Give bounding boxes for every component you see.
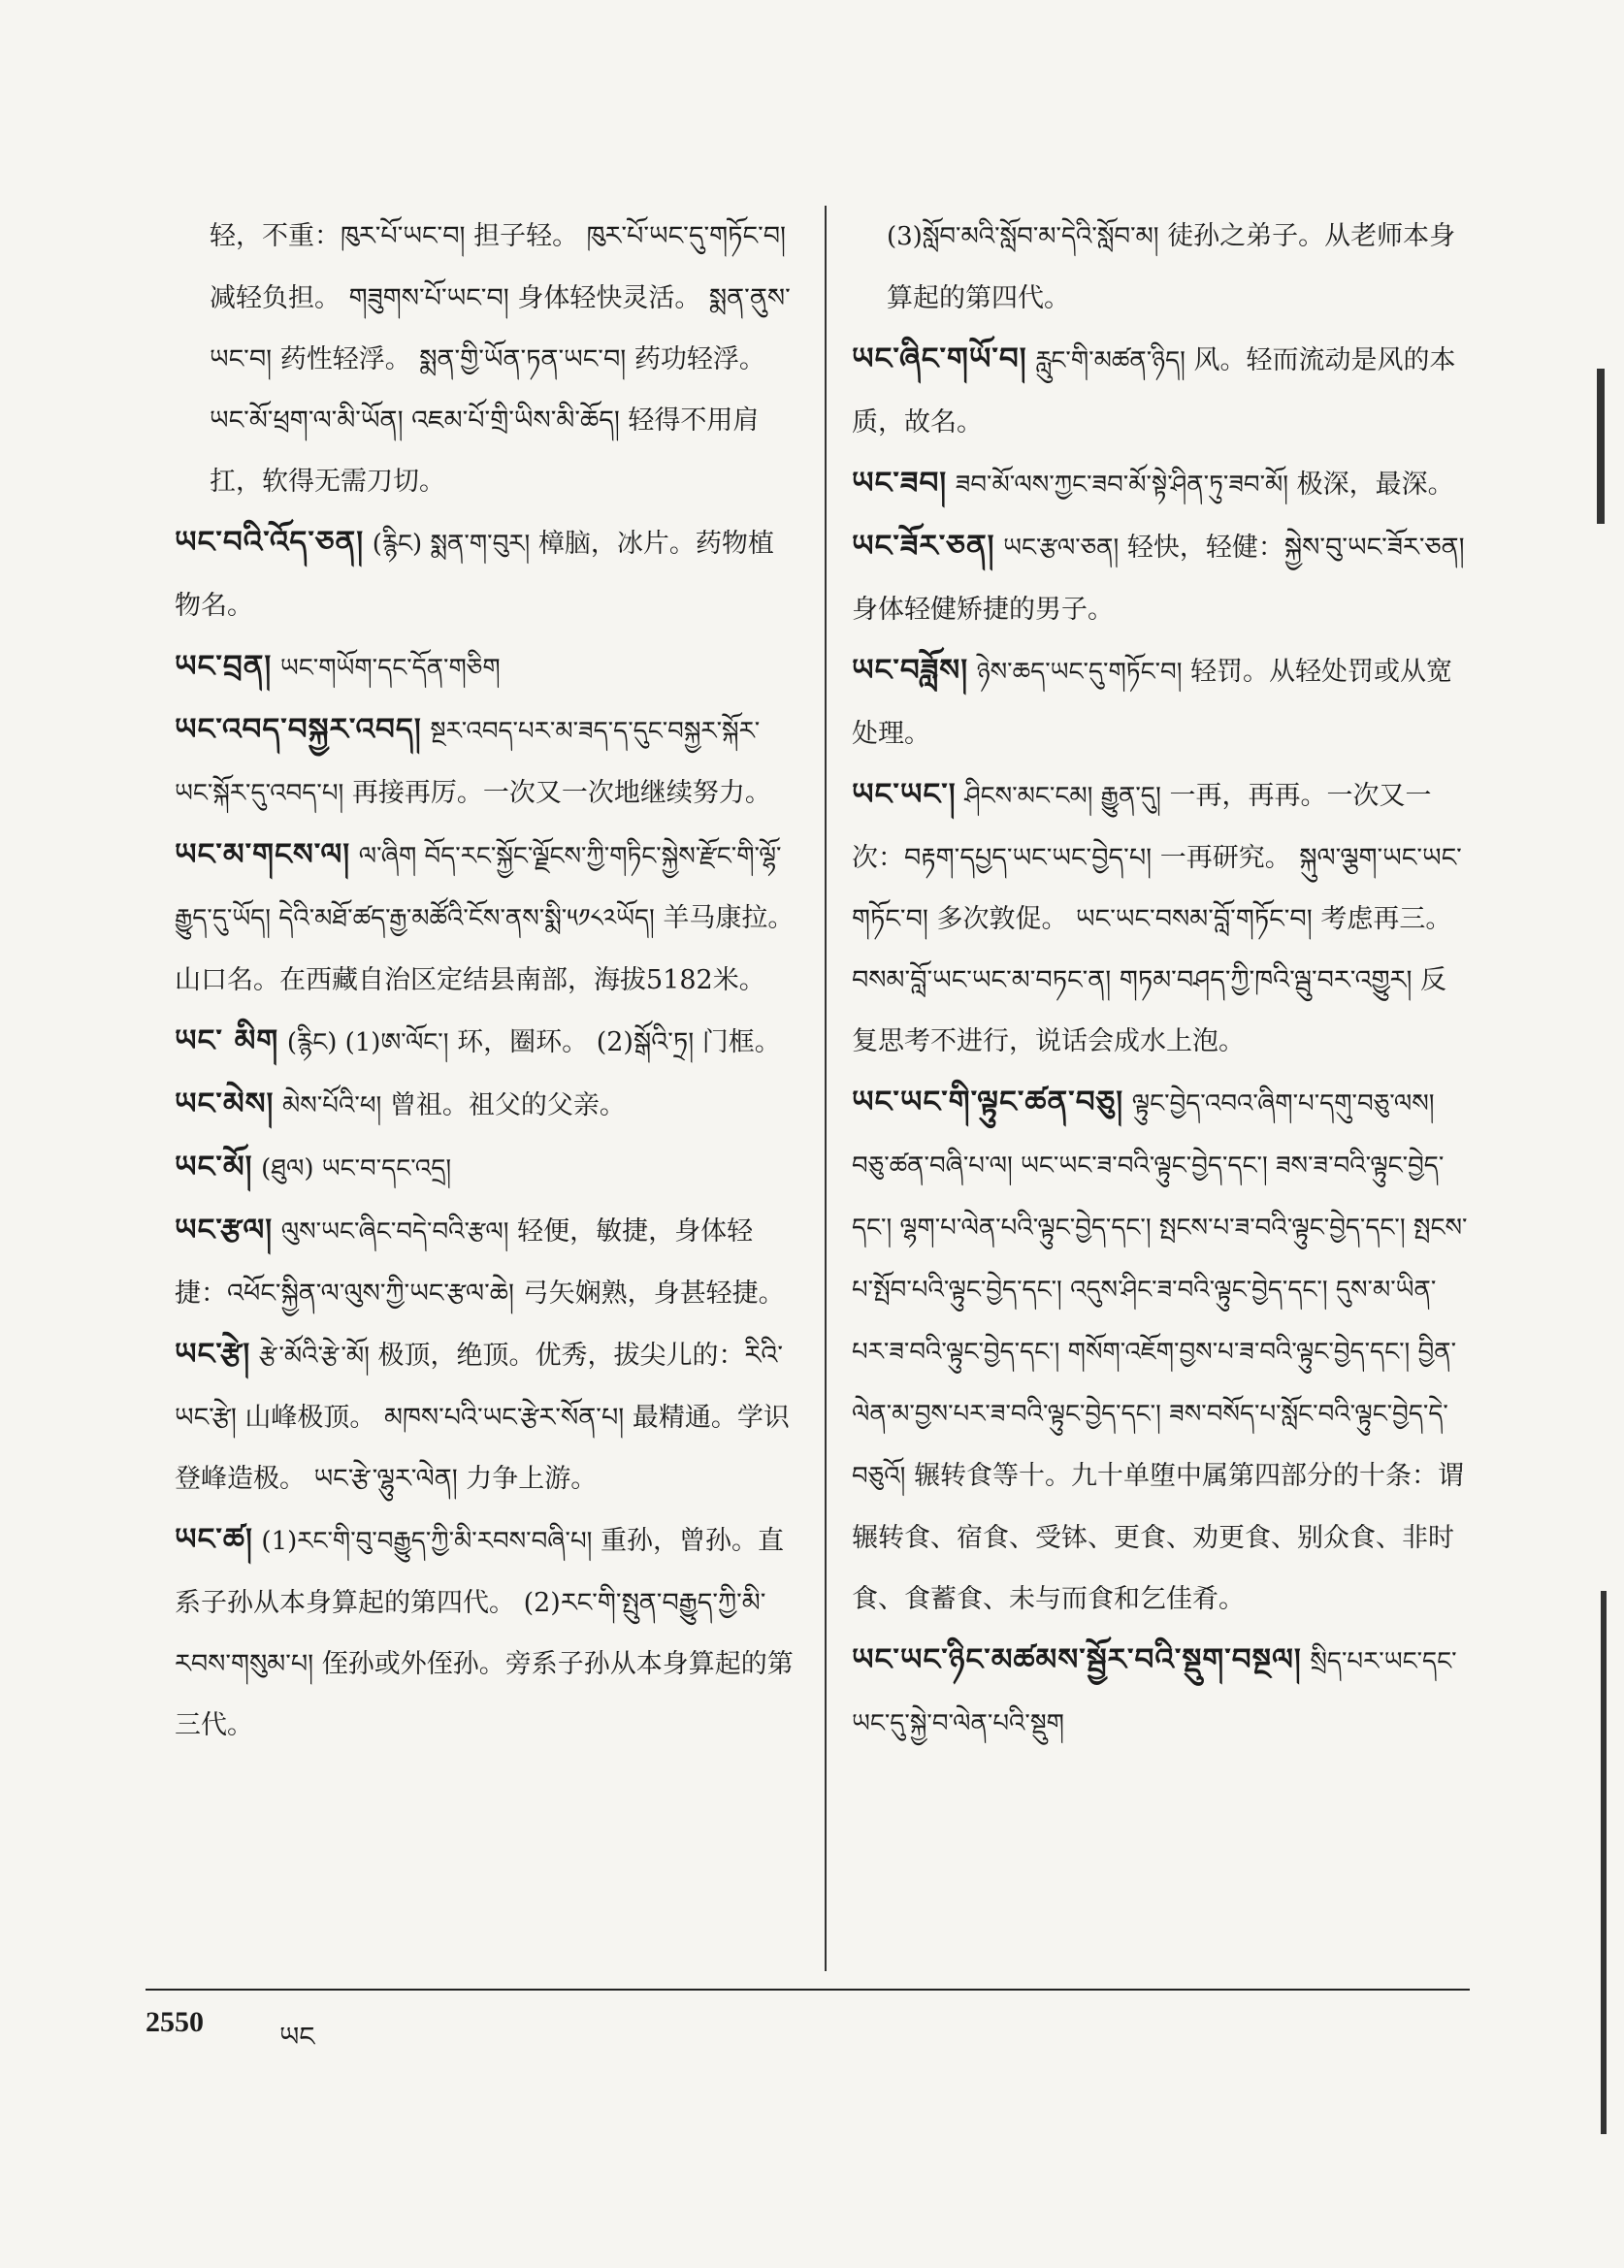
headword: ཡང་ཡང་ཉིང་མཚམས་སྦྱོར་བའི་སྡུག་བསྔལ། bbox=[852, 1642, 1302, 1677]
headword: ཡང་བའི་འོད་ཅན། bbox=[175, 525, 365, 560]
tibetan-definition: སྲིད་པར་ཡང་དང་ཡང་དུ་སྐྱེ་བ་ལེན་པའི་སྡུག bbox=[852, 1647, 1457, 1738]
dictionary-entry bbox=[175, 825, 796, 1011]
headword: ཡང་རྩལ། bbox=[175, 1213, 274, 1247]
headword: ཡང་བཟློས། bbox=[852, 653, 969, 688]
chinese-definition: 曾祖。祖父的父亲。 bbox=[389, 1090, 626, 1120]
tibetan-definition: མེས་པོའི་ཕ། bbox=[282, 1091, 382, 1120]
running-head: ཡང bbox=[279, 2021, 315, 2053]
tibetan-definition: རྩེ་མོའི་རྩེ་མོ། bbox=[258, 1342, 370, 1371]
dictionary-entry bbox=[175, 1011, 796, 1074]
chinese-definition: 极深，最深。 bbox=[1296, 470, 1454, 500]
chinese-definition: 风。轻而流动是风的本质，故名。 bbox=[852, 345, 1456, 437]
scan-edge-mark bbox=[1601, 1591, 1607, 2134]
chinese-definition: 徒孙之弟子。从老师本身算起的第四代。 bbox=[887, 221, 1456, 313]
tibetan-definition: (3)སློབ་མའི་སློབ་མ་དེའི་སློབ་མ། bbox=[887, 222, 1159, 251]
headword: ཡང་རྩེ། bbox=[175, 1337, 251, 1372]
tibetan-definition: (རྙིང) སྨན་ག་བུར། bbox=[372, 530, 531, 559]
headword: ཡང་ཟོར་ཅན། bbox=[852, 529, 995, 564]
headword: ཡང་ མིག bbox=[175, 1023, 279, 1058]
headword: ཡང་ཟབ། bbox=[852, 466, 948, 501]
chinese-definition: 重孙，曾孙。直系子孙从本身算起的第四代。 (2)རང་གི་སྤུན་བརྒྱུད་ཀྱི་མི་རབས་གསུམ་པ། 侄孙或外侄孙。旁系子孙从本身算起的第三代。 bbox=[175, 1526, 794, 1740]
dictionary-entry bbox=[175, 512, 796, 636]
left-column bbox=[175, 206, 796, 1756]
tibetan-definition: ཟབ་མོ་ལས་ཀྱང་ཟབ་མོ་སྟེ་ཤིན་ཏུ་ཟབ་མོ། bbox=[955, 470, 1289, 500]
scan-edge-mark bbox=[1597, 369, 1605, 524]
chinese-definition: 再接再厉。一次又一次地继续努力。 bbox=[351, 778, 771, 808]
dictionary-entry bbox=[175, 636, 796, 699]
dictionary-entry bbox=[852, 1072, 1473, 1630]
headword: ཡང་ཡང་། bbox=[852, 777, 957, 812]
dictionary-entry bbox=[175, 1074, 796, 1137]
chinese-definition: 一再，再再。一次又一次：བརྟག་དཔྱད་ཡང་ཡང་བྱེད་པ། 一再研究。 སྐུལ་ལྕག་ཡང་ཡང་གཏོང་བ། 多次敦促。 ཡང་ཡང་བསམ་བློ་གཏོང་བ། 考虑再三。 བསམ་བློ་ཡང་ཡང་མ་བཏང་ན། གཏམ་བཤད་ཀྱི་ཁའི་ལྦུ་བར་འགྱུར། 反复思考不进行，说话会成水上泡。 bbox=[852, 781, 1462, 1056]
dictionary-entry bbox=[852, 516, 1473, 640]
tibetan-definition: ལུས་ཡང་ཞིང་བདེ་བའི་རྩལ། bbox=[280, 1217, 509, 1247]
headword: ཡང་ཚ། bbox=[175, 1522, 253, 1557]
tibetan-definition: (1)རང་གི་བུ་བརྒྱུད་ཀྱི་མི་རབས་བཞི་པ། bbox=[261, 1527, 593, 1556]
dictionary-entry bbox=[175, 1324, 796, 1509]
headword: ཡང་ཞིང་གཡོ་བ། bbox=[852, 341, 1027, 376]
dictionary-entry bbox=[852, 764, 1473, 1072]
dictionary-entry bbox=[175, 206, 796, 512]
tibetan-definition: ཡང་རྩལ་ཅན། bbox=[1003, 534, 1120, 563]
dictionary-entry bbox=[852, 329, 1473, 453]
headword: ཡང་བྲན། bbox=[175, 649, 273, 684]
tibetan-definition: ཤིངས་མང་ངམ། རྒྱུན་དུ། bbox=[964, 782, 1161, 811]
chinese-definition: 轻快，轻健：སྐྱེས་བུ་ཡང་ཟོར་ཅན། 身体轻健矫捷的男子。 bbox=[852, 533, 1465, 625]
dictionary-entry bbox=[175, 699, 796, 825]
page-number: 2550 bbox=[146, 2006, 204, 2038]
right-column bbox=[852, 206, 1473, 1755]
dictionary-entry bbox=[175, 1137, 796, 1200]
tibetan-definition: རླུང་གི་མཚན་ཉིད། bbox=[1035, 346, 1186, 375]
dictionary-entry bbox=[852, 640, 1473, 764]
chinese-definition: 轻罚。从轻处罚或从宽处理。 bbox=[852, 657, 1453, 749]
chinese-definition: 樟脑，冰片。药物植物名。 bbox=[175, 529, 774, 621]
chinese-definition: 环，圈环。 (2)སྒོའི་ཏྲ། 门框。 bbox=[457, 1027, 781, 1057]
tibetan-definition: (ཐུལ) ཡང་བ་དང་འདྲ། bbox=[261, 1154, 452, 1183]
tibetan-definition: (རྙིང) (1)ཨ་ལོང་། bbox=[286, 1028, 449, 1057]
chinese-definition: 羊马康拉。山口名。在西藏自治区定结县南部，海拔5182米。 bbox=[175, 903, 795, 995]
chinese-definition: 辗转食等十。九十单堕中属第四部分的十条：谓辗转食、宿食、受钵、更食、劝更食、别众食、非时食、食蓄食、未与而食和乞佳肴。 bbox=[852, 1461, 1464, 1614]
chinese-definition: 轻便，敏捷，身体轻捷：འཕོང་སྐྱིན་ལ་ལུས་ཀྱི་ཡང་རྩལ་ཆེ། 弓矢娴熟，身甚轻捷。 bbox=[175, 1216, 785, 1309]
headword: ཡང་མ་གངས་ལ། bbox=[175, 837, 351, 872]
dictionary-entry bbox=[175, 1200, 796, 1324]
tibetan-definition: ཉེས་ཆད་ཡང་དུ་གཏོང་བ། bbox=[976, 658, 1183, 687]
tibetan-definition: ལ་ཞིག བོད་རང་སྐྱོང་ལྗོངས་ཀྱི་གཏིང་སྐྱེས་རྫོང་གི་ལྷོ་རྒྱུད་དུ་ཡོད། དེའི་མཐོ་ཚད་རྒྱ་མཚོའི་ངོས་ནས་སྨི་༥༡༨༢ཡོད། bbox=[175, 842, 782, 933]
headword: ཡང་ཡང་གི་ལྟུང་ཚན་བཅུ། bbox=[852, 1085, 1124, 1119]
tibetan-definition: ལྟུང་བྱེད་འབའ་ཞིག་པ་དགུ་བཅུ་ལས། བཅུ་ཚན་བཞི་པ་ལ། ཡང་ཡང་ཟ་བའི་ལྟུང་བྱེད་དང་། ཟས་ཟ་བའི་ལྟུང་བྱེད་དང་། ལྷག་པ་ལེན་པའི་ལྟུང་བྱེད་དང་། སྤངས་པ་ཟ་བའི་ལྟུང་བྱེད་དང་། སྤངས་པ་སྤོབ་པའི་ལྟུང་བྱེད་དང་། འདུས་ཤིང་ཟ་བའི་ལྟུང་བྱེད་དང་། དུས་མ་ཡིན་པར་ཟ་བའི་ལྟུང་བྱེད་དང་། གསོག་འཇོག་བྱས་པ་ཟ་བའི་ལྟུང་བྱེད་དང་། བྱིན་ལེན་མ་བྱས་པར་ཟ་བའི་ལྟུང་བྱེད་དང་། ཟས་བསོད་པ་སློང་བའི་ལྟུང་བྱེད་དེ་བཅུའོ། bbox=[852, 1089, 1468, 1491]
column-divider bbox=[825, 206, 827, 1971]
chinese-definition: 极顶，绝顶。优秀，拔尖儿的：རིའི་ཡང་རྩེ། 山峰极顶。 མཁས་པའི་ཡང་རྩེར་སོན་པ། 最精通。学识登峰造极。 ཡང་རྩེ་ལྷུར་ལེན། 力争上游。 bbox=[175, 1341, 790, 1494]
tibetan-definition: སྔར་འབད་པར་མ་ཟད་ད་དུང་བསྐྱར་སྐོར་ཡང་སྐོར་དུ་འབད་པ། bbox=[175, 717, 761, 808]
chinese-definition: 轻，不重：ཁུར་པོ་ཡང་བ། 担子轻。 ཁུར་པོ་ཡང་དུ་གཏོང་བ། 减轻负担。 གཟུགས་པོ་ཡང་བ། 身体轻快灵活。 སྨན་ནུས་ཡང་བ། 药性轻浮。 སྨན་གྱི་ཡོན་ཏན་ཡང་བ། 药功轻浮。 ཡང་མོ་ཕྲག་ལ་མི་ཡོན། འཇམ་པོ་གྲི་ཡིས་མི་ཆོད། 轻得不用肩扛，软得无需刀切。 bbox=[210, 221, 791, 497]
headword: ཡང་མེས། bbox=[175, 1086, 275, 1121]
headword: ཡང་མོ། bbox=[175, 1150, 253, 1184]
footer-rule bbox=[146, 1989, 1470, 1991]
tibetan-definition: ཡང་གཡོག་དང་དོན་གཅིག bbox=[279, 654, 501, 683]
dictionary-entry bbox=[175, 1509, 796, 1756]
dictionary-entry bbox=[852, 453, 1473, 516]
dictionary-entry bbox=[852, 206, 1473, 329]
headword: ཡང་འབད་བསྐྱར་འབད། bbox=[175, 712, 422, 747]
dictionary-entry bbox=[852, 1630, 1473, 1755]
